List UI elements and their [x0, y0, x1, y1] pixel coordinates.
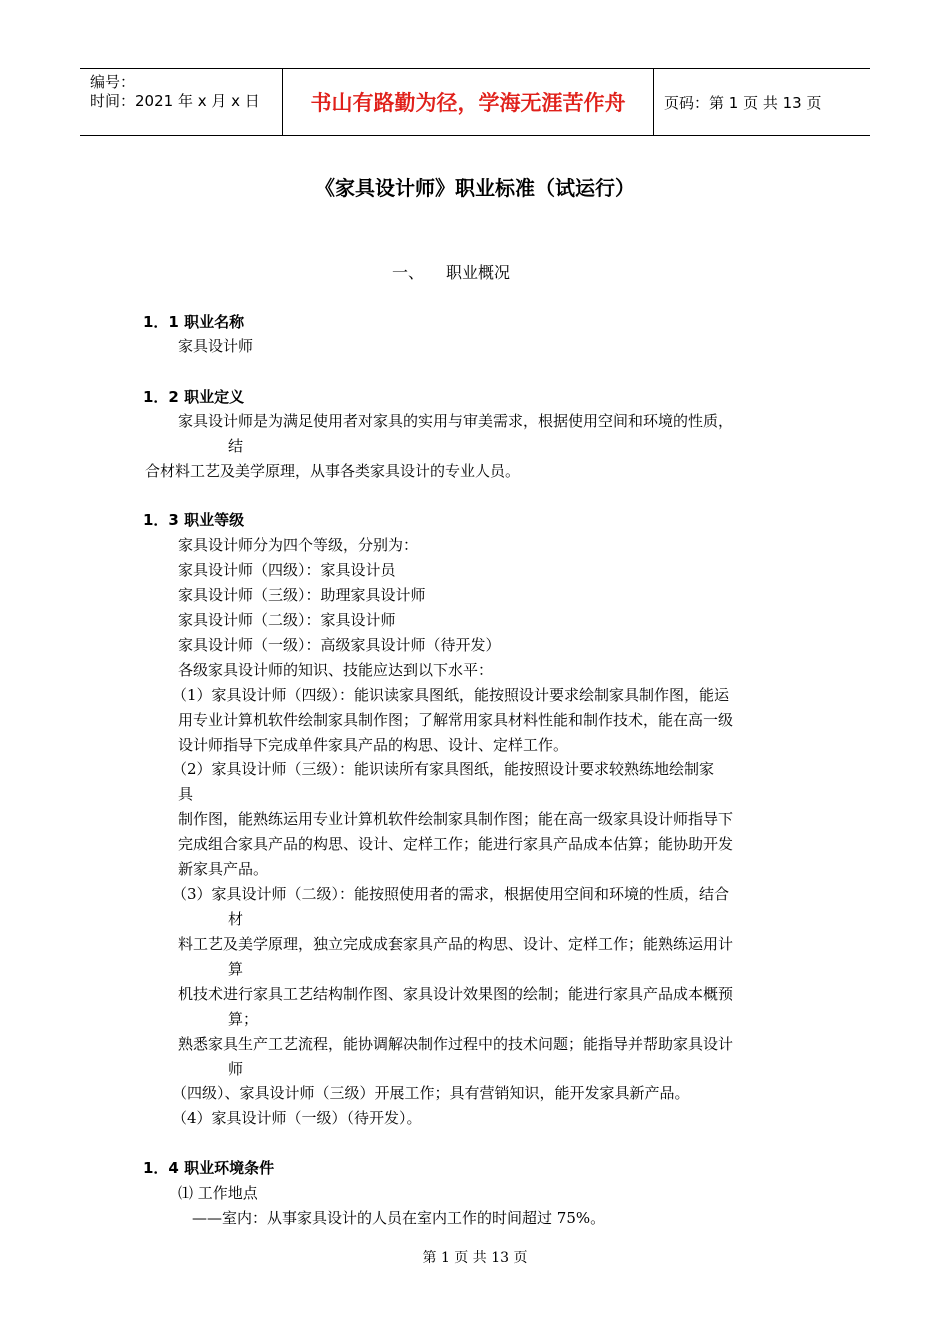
paragraph-line: 料工艺及美学原理，独立完成成套家具产品的构思、设计、定样工作；能熟练运用计	[178, 935, 734, 953]
paragraph-line: 算	[228, 960, 244, 978]
paragraph-line: 熟悉家具生产工艺流程，能协调解决制作过程中的技术问题；能指导并帮助家具设计	[178, 1035, 734, 1053]
paragraph-line: 新家具产品。	[178, 860, 269, 878]
paragraph-line: 家具设计师（四级）：家具设计员	[178, 561, 396, 579]
page-footer: 第 1 页 共 13 页	[422, 1250, 528, 1266]
section-heading	[392, 260, 510, 283]
paragraph-line: 家具设计师（二级）：家具设计师	[178, 611, 396, 629]
paragraph-line: ⑴ 工作地点	[178, 1184, 258, 1202]
heading-1-1: 1．1 职业名称	[143, 313, 245, 331]
paragraph-line: （四级）、家具设计师（三级）开展工作；具有营销知识，能开发家具新产品。	[172, 1084, 690, 1102]
header-page-info: 页码：第 1 页 共 13 页	[664, 93, 822, 112]
heading-1-4: 1．4 职业环境条件	[143, 1159, 275, 1177]
document-title: 《家具设计师》职业标准（试运行）	[315, 176, 635, 200]
header-meta	[80, 69, 282, 135]
paragraph-line: 具	[178, 785, 194, 803]
paragraph-line: 完成组合家具产品的构思、设计、定样工作；能进行家具产品成本估算；能协助开发	[178, 835, 734, 853]
page-header	[80, 68, 870, 136]
heading-1-3: 1．3 职业等级	[143, 511, 245, 529]
paragraph-line: 家具设计师（一级）：高级家具设计师（待开发）	[178, 636, 501, 654]
heading-1-2: 1．2 职业定义	[143, 388, 245, 406]
paragraph-line: 算；	[228, 1010, 259, 1028]
section-number: 一、	[392, 263, 425, 282]
paragraph-line: 结	[228, 437, 244, 455]
paragraph-line: （3）家具设计师（二级）：能按照使用者的需求，根据使用空间和环境的性质，结合	[172, 885, 730, 903]
number-label: 编号：	[90, 73, 136, 91]
paragraph-line: 合材料工艺及美学原理，从事各类家具设计的专业人员。	[145, 462, 521, 480]
paragraph-line: 材	[228, 910, 244, 928]
paragraph-line: 师	[228, 1060, 244, 1078]
time-label: 时间：2021 年 x 月 x 日	[90, 92, 260, 110]
paragraph-line: 机技术进行家具工艺结构制作图、家具设计效果图的绘制；能进行家具产品成本概预	[178, 985, 734, 1003]
paragraph-line: （4）家具设计师（一级）（待开发）。	[172, 1109, 422, 1127]
paragraph-line: 各级家具设计师的知识、技能应达到以下水平：	[178, 661, 494, 679]
paragraph-line: 家具设计师	[178, 337, 254, 355]
paragraph-line: （2）家具设计师（三级）：能识读所有家具图纸，能按照设计要求较熟练地绘制家	[172, 760, 715, 778]
paragraph-line: 制作图，能熟练运用专业计算机软件绘制家具制作图；能在高一级家具设计师指导下	[178, 810, 734, 828]
paragraph-line: 家具设计师（三级）：助理家具设计师	[178, 586, 426, 604]
paragraph-line: 设计师指导下完成单件家具产品的构思、设计、定样工作。	[178, 736, 569, 754]
paragraph-line: ——室内：从事家具设计的人员在室内工作的时间超过 75%。	[192, 1209, 606, 1227]
paragraph-line: 家具设计师是为满足使用者对家具的实用与审美需求，根据使用空间和环境的性质，	[178, 412, 734, 430]
paragraph-line: 用专业计算机软件绘制家具制作图；了解常用家具材料性能和制作技术，能在高一级	[178, 711, 734, 729]
paragraph-line: 家具设计师分为四个等级，分别为：	[178, 536, 419, 554]
section-label: 职业概况	[446, 263, 511, 282]
paragraph-line: （1）家具设计师（四级）：能识读家具图纸，能按照设计要求绘制家具制作图，能运	[172, 686, 730, 704]
header-motto: 书山有路勤为径，学海无涯苦作舟	[282, 69, 654, 135]
